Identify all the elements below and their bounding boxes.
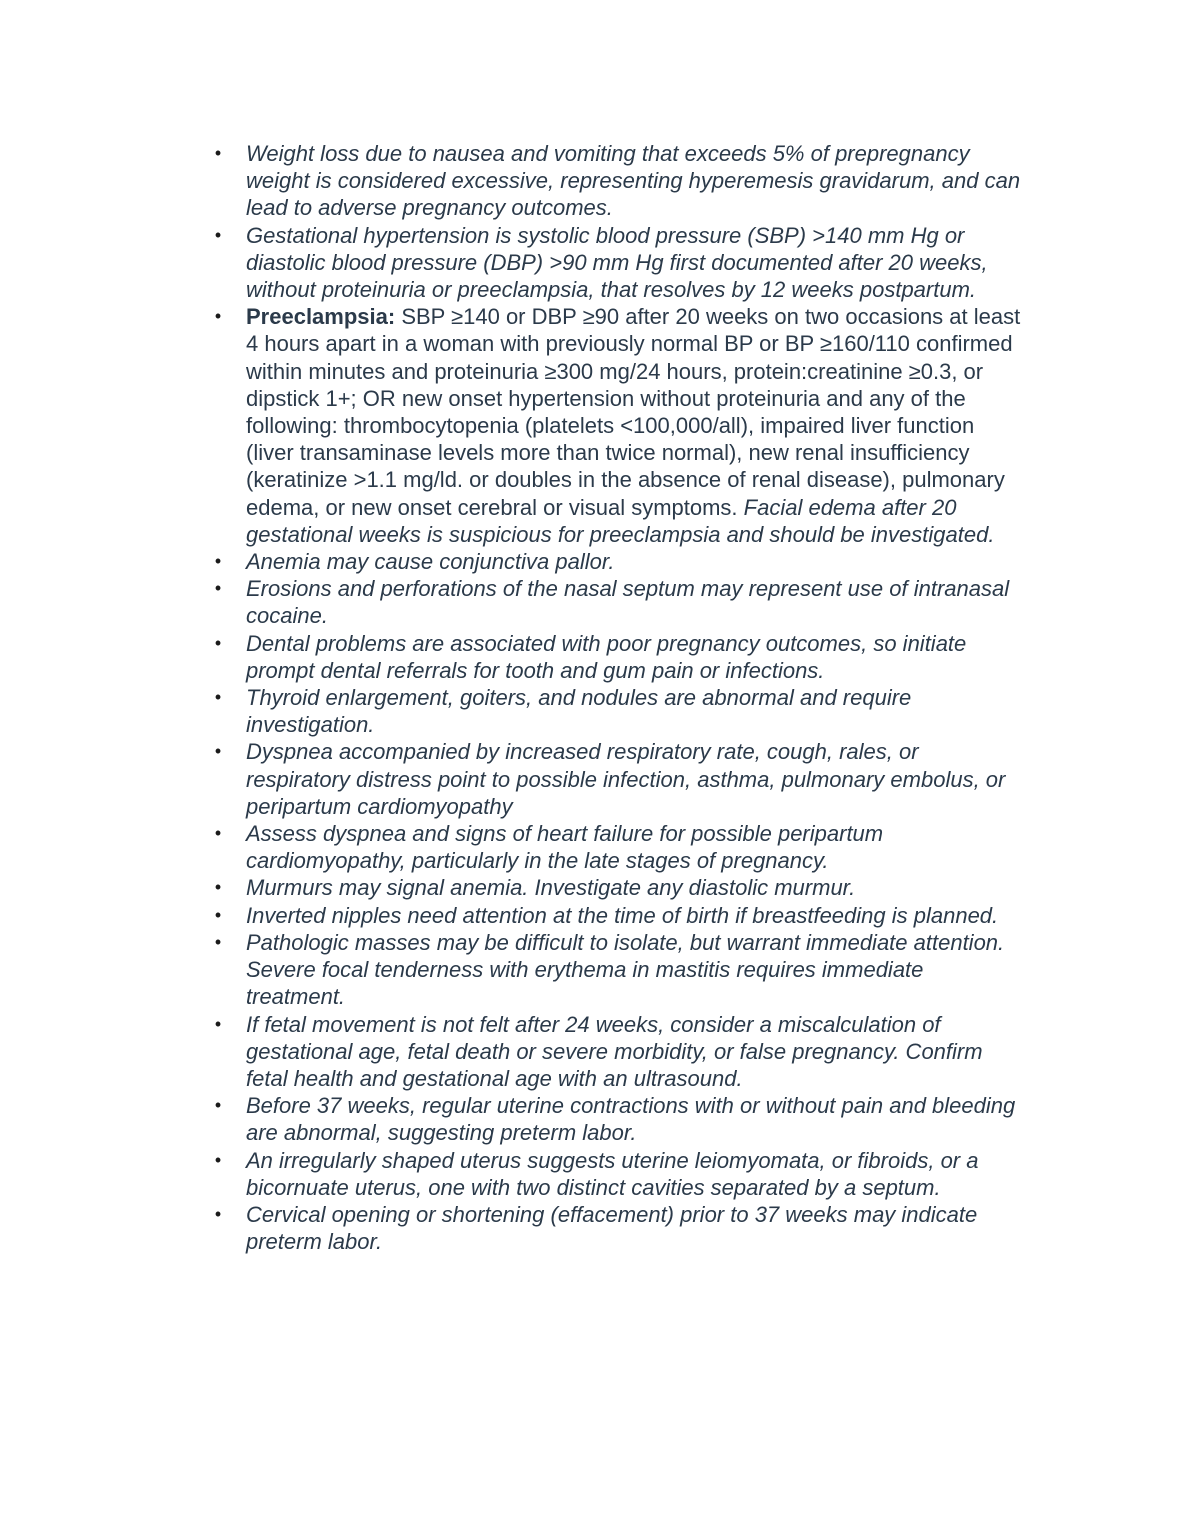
list-item — [206, 548, 1026, 575]
item-text: Cervical opening or shortening (effacement) prior to 37 weeks may indicate preterm labor. — [246, 1201, 978, 1255]
list-item-preeclampsia — [206, 303, 1026, 548]
bullet-icon: • — [214, 904, 222, 925]
bullet-list — [206, 140, 1026, 1255]
item-text: Thyroid enlargement, goiters, and nodules are abnormal and require investigation. — [246, 685, 912, 738]
bullet-icon: • — [214, 877, 222, 898]
item-text: Dental problems are associated with poor pregnancy outcomes, so initiate prompt dental referrals for tooth and gum pain or infections. — [246, 630, 967, 683]
list-item — [206, 820, 1026, 874]
item-text: If fetal movement is not felt after 24 weeks, consider a miscalculation of gestational age, fetal death or severe morbidity, or false pregnancy. Confirm fetal health and gestational age with an ultrasound. — [246, 1011, 983, 1091]
bullet-icon: • — [214, 1095, 222, 1116]
item-text: Before 37 weeks, regular uterine contractions with or without pain and bleeding are abnormal, suggesting preterm labor. — [246, 1093, 1016, 1146]
item-text: Weight loss due to nausea and vomiting that exceeds 5% of prepregnancy weight is considered excessive, representing hyperemesis gravidarum, and can lead to adverse pregnancy outcomes. — [246, 141, 1021, 221]
item-italic-tail: Facial edema after 20 gestational weeks is suspicious for preeclampsia and should be investigated. — [246, 494, 995, 547]
bullet-icon: • — [214, 306, 222, 327]
item-text: An irregularly shaped uterus suggests uterine leiomyomata, or fibroids, or a bicornuate uterus, one with two distinct cavities separated by a septum. — [246, 1147, 979, 1200]
list-item — [206, 684, 1026, 738]
bullet-icon: • — [214, 551, 222, 572]
list-item — [206, 1011, 1026, 1093]
bullet-icon: • — [214, 578, 222, 599]
bullet-icon: • — [214, 931, 222, 952]
item-text: Inverted nipples need attention at the time of birth if breastfeeding is planned. — [246, 902, 999, 928]
bullet-icon: • — [214, 1149, 222, 1170]
item-text: Erosions and perforations of the nasal septum may represent use of intranasal cocaine. — [246, 576, 1010, 629]
list-item — [206, 222, 1026, 304]
item-text: Assess dyspnea and signs of heart failure for possible peripartum cardiomyopathy, particularly in the late stages of pregnancy. — [246, 821, 884, 874]
list-item — [206, 1201, 1026, 1255]
bullet-icon: • — [214, 1013, 222, 1034]
list-item — [206, 1092, 1026, 1146]
item-body: SBP ≥140 or DBP ≥90 after 20 weeks on two occasions at least 4 hours apart in a woman with previously normal BP or BP ≥160/110 confirmed within minutes and proteinuria ≥300 mg/24 hours, protein:creatinine ≥0.3, or dipstick 1+; OR new onset hypertension without proteinuria and any of the following: thrombocytopenia (platelets <100,000/all), impaired liver function (liver transaminase levels more than twice normal), new renal insufficiency (keratinize >1.1 mg/ld. or doubles in the absence of renal disease), pulmonary edema, or new onset cerebral or visual symptoms. — [246, 304, 1021, 520]
bullet-icon: • — [214, 687, 222, 708]
bullet-icon: • — [214, 823, 222, 844]
list-item — [206, 874, 1026, 901]
bullet-icon: • — [214, 632, 222, 653]
list-item — [206, 929, 1026, 1011]
item-text: Pathologic masses may be difficult to isolate, but warrant immediate attention. Severe focal tenderness with erythema in mastitis requires immediate treatment. — [246, 929, 1005, 1010]
item-text: Murmurs may signal anemia. Investigate any diastolic murmur. — [246, 875, 856, 901]
bullet-icon: • — [214, 741, 222, 762]
bullet-icon: • — [214, 143, 222, 163]
list-item — [206, 575, 1026, 629]
list-item — [206, 1147, 1026, 1201]
item-text: Dyspnea accompanied by increased respiratory rate, cough, rales, or respiratory distress point to possible infection, asthma, pulmonary embolus, or peripartum cardiomyopathy — [246, 739, 1006, 819]
item-text: Anemia may cause conjunctiva pallor. — [246, 549, 615, 575]
item-text: Gestational hypertension is systolic blood pressure (SBP) >140 mm Hg or diastolic blood pressure (DBP) >90 mm Hg first documented after 20 weeks, without proteinuria or preeclampsia, that resolves by 12 weeks postpartum. — [246, 222, 988, 303]
bullet-icon: • — [214, 1203, 222, 1224]
item-label: Preeclampsia: — [246, 304, 396, 330]
list-item — [206, 140, 1026, 222]
list-item — [206, 902, 1026, 929]
bullet-icon: • — [214, 224, 222, 245]
list-item — [206, 630, 1026, 684]
list-item — [206, 738, 1026, 820]
